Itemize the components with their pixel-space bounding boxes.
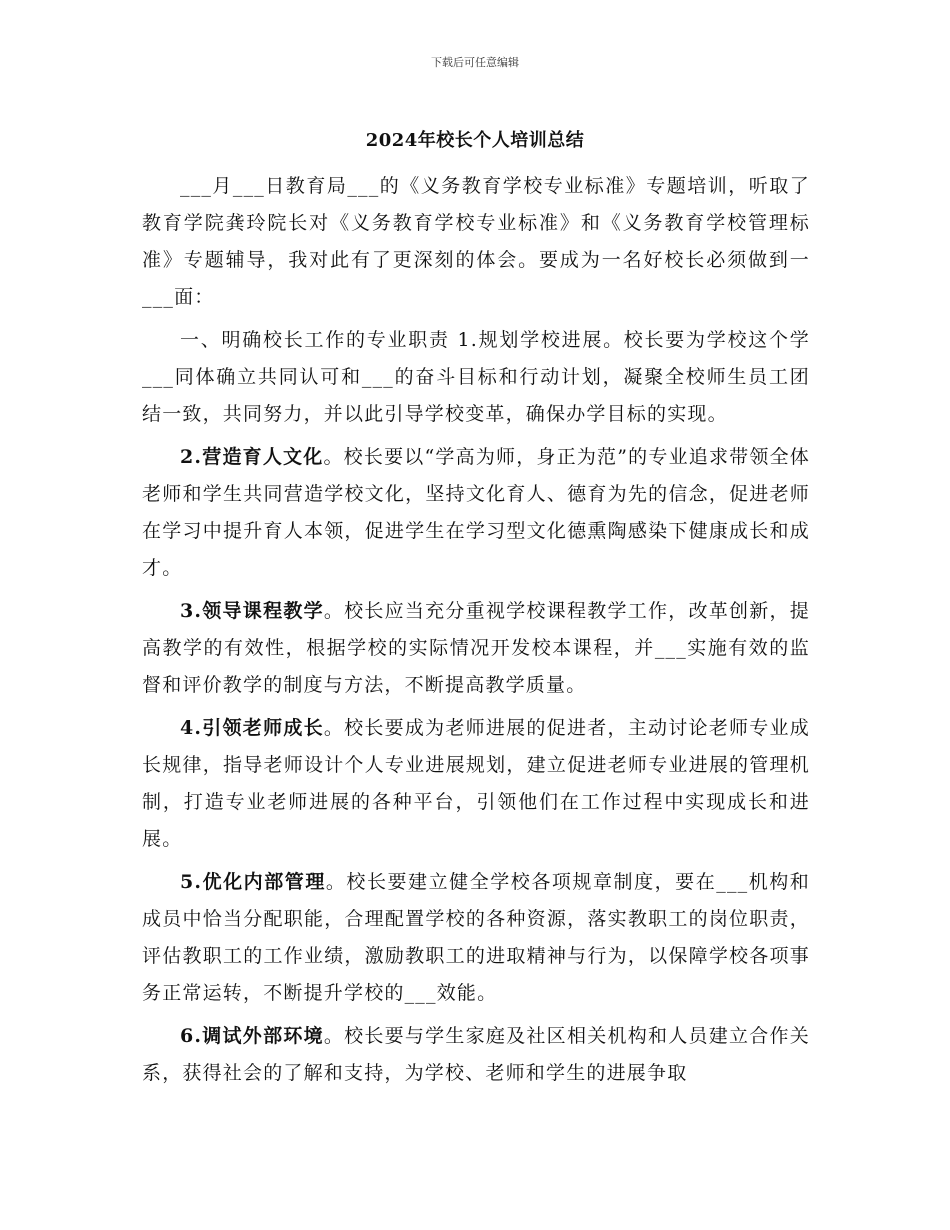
- paragraph-text: ___月___日教育局___的《义务教育学校专业标准》专题培训，听取了教育学院龚玲院长对《义务教育学校专业标准》和《义务教育学校管理标准》专题辅导，我对此有了更深刻的体会。要成为一名好校长必须做到一___面：: [142, 175, 810, 308]
- paragraph-item-3: [142, 593, 810, 704]
- paragraph-text: 。校长要建立健全学校各项规章制度，要在___机构和成员中恰当分配职能，合理配置学校的各种资源，落实教职工的岗位职责，评估教职工的工作业绩，激励教职工的进取精神与行为，以保障学校各项事务正常运转，不断提升学校的___效能。: [142, 871, 810, 1004]
- paragraph-lead: 6.调试外部环境: [180, 1025, 324, 1047]
- paragraph-text: 一、明确校长工作的专业职责 1.规划学校进展。校长要为学校这个学___同体确立共同认可和___的奋斗目标和行动计划，凝聚全校师生员工团结一致，共同努力，并以此引导学校变革，确保办学目标的实现。: [142, 329, 810, 425]
- paragraph-text: 。校长要成为老师进展的促进者，主动讨论老师专业成长规律，指导老师设计个人专业进展规划，建立促进老师专业进展的管理机制，打造专业老师进展的各种平台，引领他们在工作过程中实现成长和进展。: [142, 717, 810, 850]
- paragraph-section-one: [142, 322, 810, 433]
- paragraph-text: 。校长要与学生家庭及社区相关机构和人员建立合作关系，获得社会的了解和支持，为学校、老师和学生的进展争取: [142, 1025, 810, 1084]
- paragraph-item-6: [142, 1018, 810, 1092]
- paragraph-lead: 3.领导课程教学: [180, 600, 324, 622]
- paragraph-text: 。校长要以“学高为师，身正为范”的专业追求带领全体老师和学生共同营造学校文化，坚持文化育人、德育为先的信念，促进老师在学习中提升育人本领，促进学生在学习型文化德熏陶感染下健康成长和成才。: [142, 446, 810, 579]
- paragraph-item-4: [142, 710, 810, 858]
- paragraph-lead: 5.优化内部管理: [180, 871, 326, 893]
- document-body: [142, 168, 810, 1092]
- paragraph-text: 。校长应当充分重视学校课程教学工作，改革创新，提高教学的有效性，根据学校的实际情况开发校本课程，并___实施有效的监督和评价教学的制度与方法，不断提高教学质量。: [142, 600, 810, 696]
- paragraph-lead: 4.引领老师成长: [180, 717, 324, 739]
- paragraph-lead: 2.营造育人文化: [180, 446, 324, 468]
- document-title: 2024年校长个人培训总结: [365, 130, 585, 151]
- paragraph-intro: [142, 168, 810, 316]
- paragraph-item-5: [142, 864, 810, 1012]
- paragraph-item-2: [142, 439, 810, 587]
- page-header-note: 下载后可任意编辑: [431, 56, 519, 69]
